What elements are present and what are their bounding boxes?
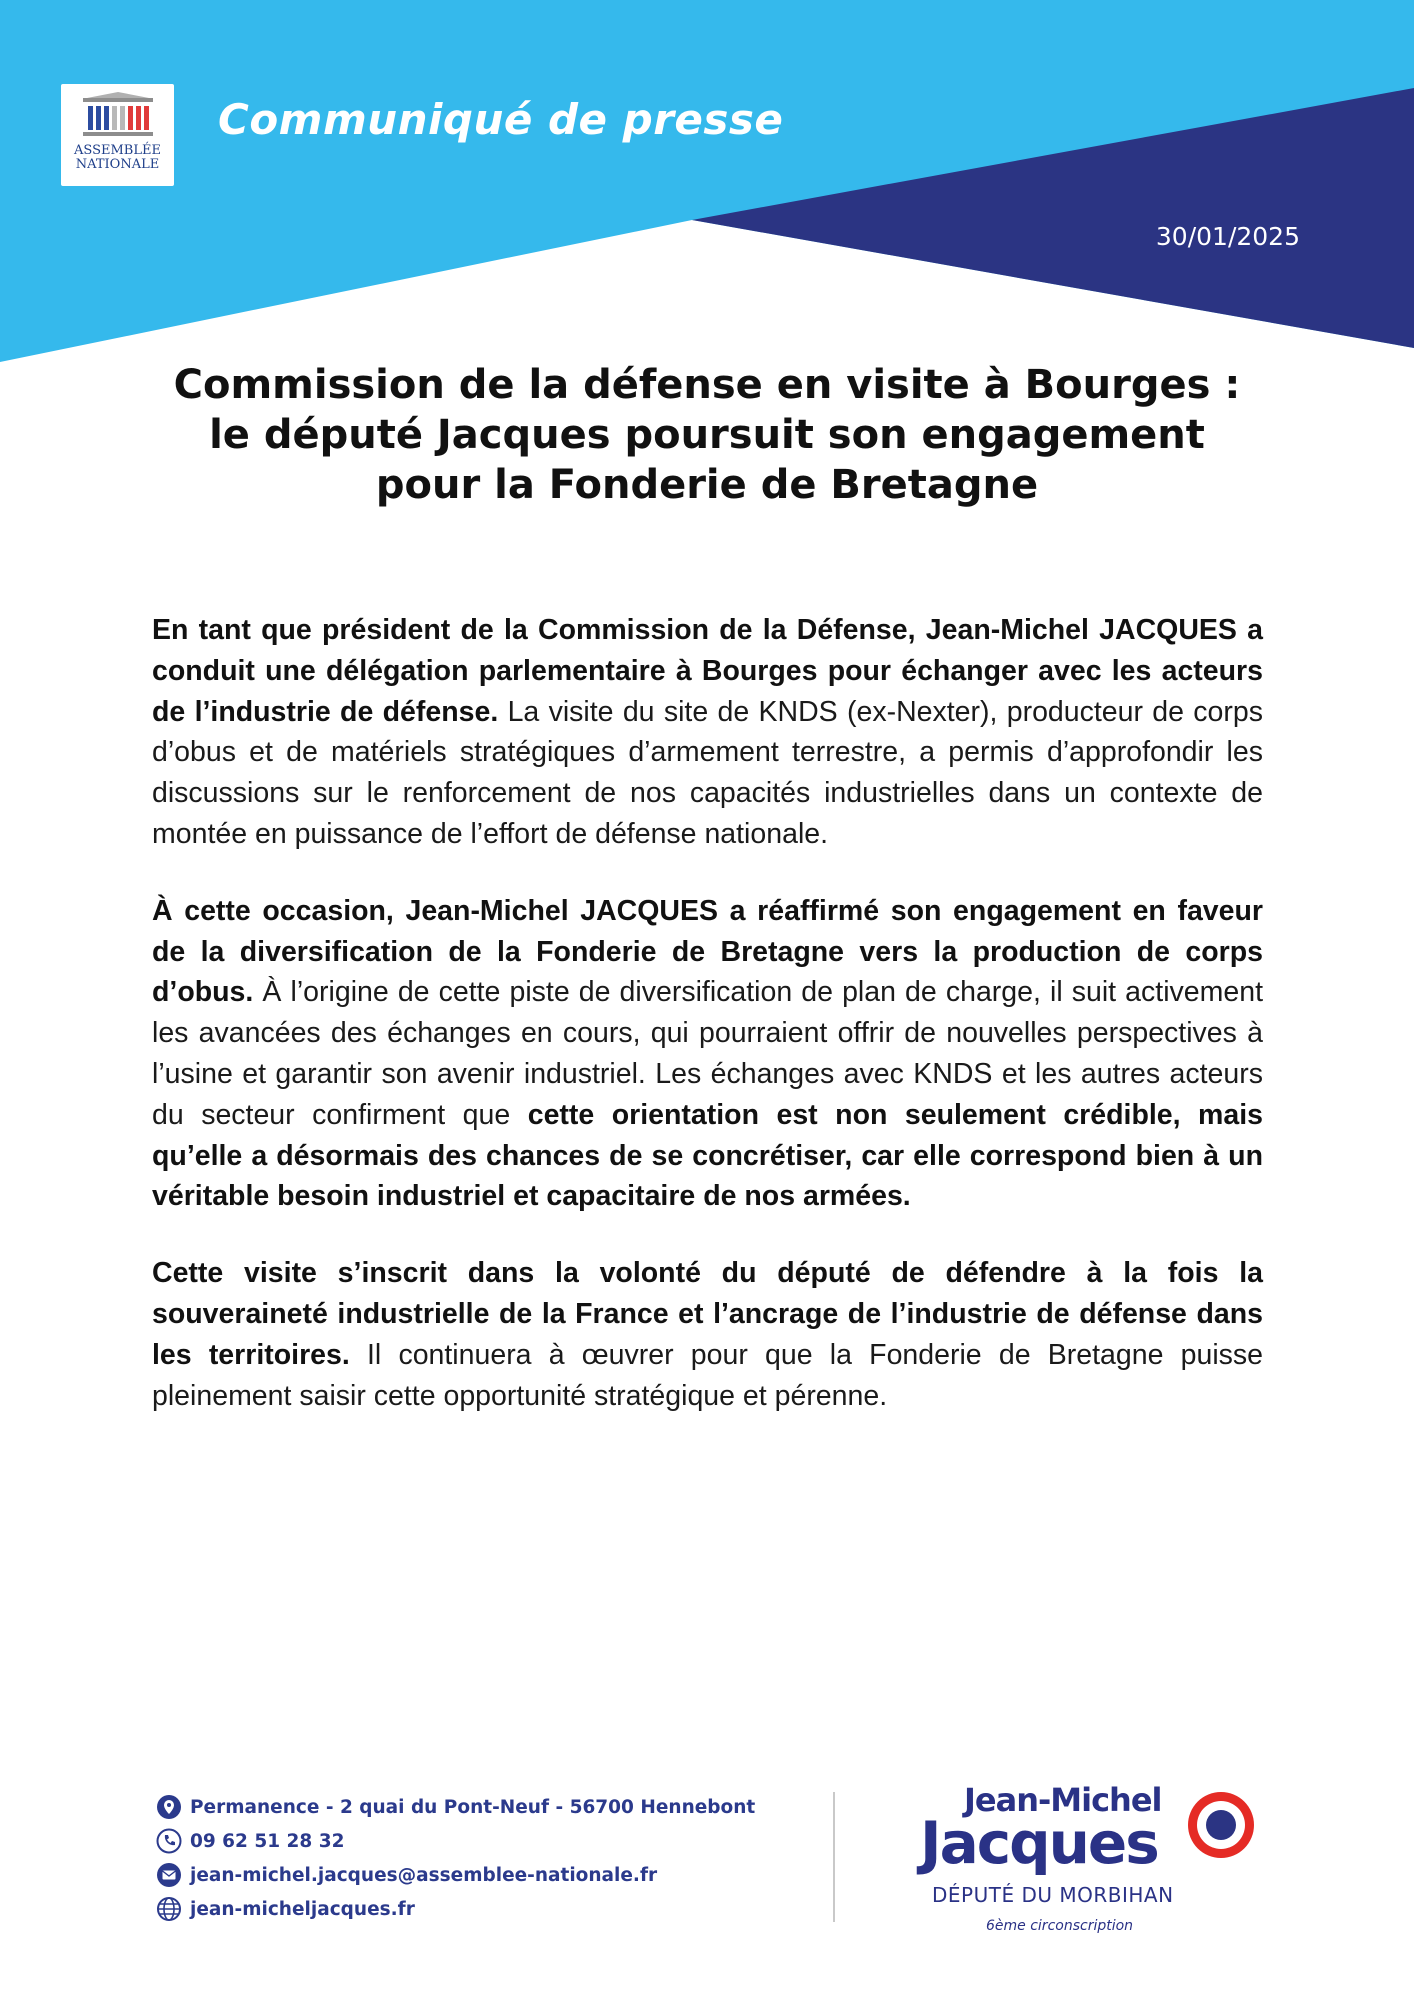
logo-text-nationale: NATIONALE	[75, 157, 160, 172]
paragraph-2-lead: À cette occasion, Jean-Michel JACQUES a réaffirmé son engagement en faveur de la diversification de la Fonderie de Bretagne vers la production de corps d’obus.	[152, 894, 1263, 1009]
deputy-signature	[900, 1775, 1280, 1945]
location-pin-icon	[156, 1794, 182, 1820]
contact-email-text: jean-michel.jacques@assemblee-nationale.fr	[190, 1864, 658, 1886]
headline-line-3: pour la Fonderie de Bretagne	[375, 462, 1039, 508]
contact-phone[interactable]	[156, 1824, 776, 1858]
logo-text-assemblee: ASSEMBLÉE	[74, 143, 161, 158]
paragraph-1	[152, 610, 1263, 855]
document-type-title: Communiqué de presse	[218, 95, 784, 144]
deputy-role: DÉPUTÉ DU MORBIHAN	[932, 1883, 1174, 1907]
paragraph-2-emphasis: cette orientation est non seulement crédible, mais qu’elle a désormais des chances de se concrétiser, car elle correspond bien à un véritable besoin industriel et capacitaire de nos armées.	[152, 1098, 1263, 1213]
paragraph-3-lead: Cette visite s’inscrit dans la volonté du député de défendre à la fois la souveraineté industrielle de la France et l’ancrage de l’industrie de défense dans les territoires.	[152, 1257, 1263, 1371]
contact-website[interactable]	[156, 1892, 776, 1926]
paragraph-2-text: À l’origine de cette piste de diversification de plan de charge, il suit activement les avancées des échanges en cours, qui pourraient offrir de nouvelles perspectives à l’usine et garantir son avenir industriel. Les échanges avec KNDS et les autres acteurs du secteur confirment que	[152, 976, 1263, 1131]
headline-line-2: le député Jacques poursuit son engagement	[209, 412, 1205, 458]
paragraph-1-lead: En tant que président de la Commission de la Défense, Jean-Michel JACQUES a conduit une délégation parlementaire à Bourges pour échanger avec les acteurs de l’industrie de défense.	[152, 614, 1263, 728]
contact-address-text: Permanence - 2 quai du Pont-Neuf - 56700 Hennebont	[190, 1796, 756, 1818]
deputy-last-name: Jacques	[920, 1809, 1158, 1877]
deputy-constituency: 6ème circonscription	[986, 1918, 1134, 1934]
deputy-first-name: Jean-Michel	[964, 1781, 1162, 1819]
tricolor-roundel-icon	[1185, 1789, 1257, 1861]
release-date: 30/01/2025	[1155, 222, 1300, 251]
headline-line-1: Commission de la défense en visite à Bourges :	[173, 362, 1241, 408]
contact-email[interactable]	[156, 1858, 776, 1892]
phone-icon	[156, 1828, 182, 1854]
mail-icon	[156, 1862, 182, 1888]
press-release-body	[152, 610, 1263, 1452]
paragraph-1-text: La visite du site de KNDS (ex-Nexter), producteur de corps d’obus et de matériels stratégiques d’armement terrestre, a permis d’approfondir les discussions sur le renforcement de nos capacités industrielles dans un contexte de montée en puissance de l’effort de défense nationale.	[152, 695, 1263, 850]
assemblee-nationale-logo	[61, 84, 174, 186]
press-release-headline	[110, 360, 1304, 510]
header-banner	[0, 0, 1414, 370]
contact-phone-text: 09 62 51 28 32	[190, 1830, 345, 1852]
globe-icon	[156, 1896, 182, 1922]
footer-divider	[833, 1792, 835, 1922]
paragraph-2	[152, 891, 1263, 1217]
footer-contacts	[156, 1790, 776, 1926]
paragraph-3	[152, 1253, 1263, 1416]
contact-website-text: jean-micheljacques.fr	[190, 1898, 415, 1920]
paragraph-3-text: Il continuera à œuvrer pour que la Fonderie de Bretagne puisse pleinement saisir cette opportunité stratégique et pérenne.	[152, 1338, 1263, 1412]
contact-address	[156, 1790, 776, 1824]
